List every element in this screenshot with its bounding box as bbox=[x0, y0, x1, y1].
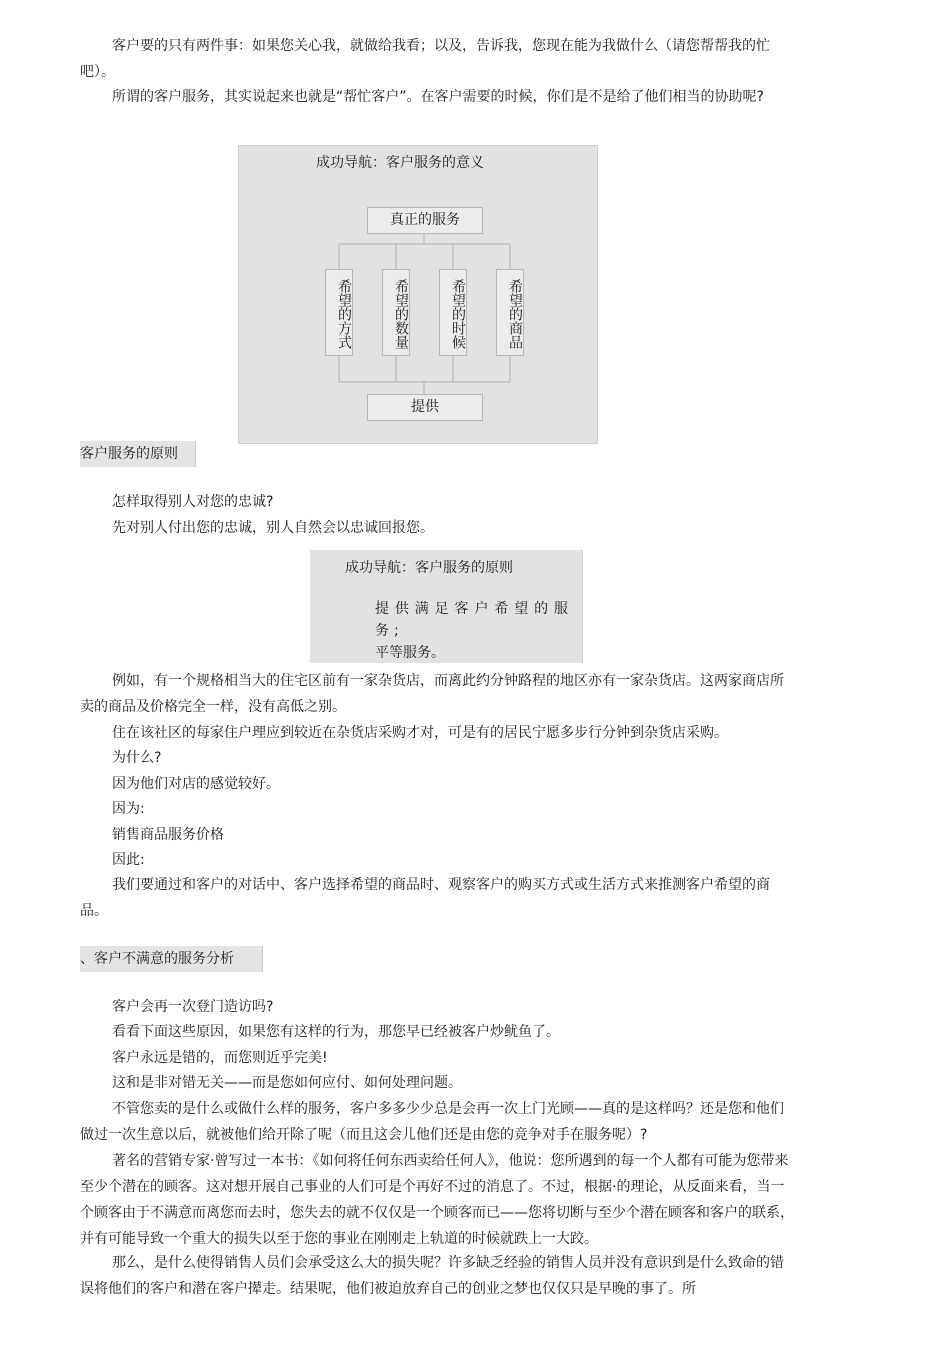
intro-paragraph-2 bbox=[80, 84, 796, 110]
analysis-line-1: 客户会再一次登门造访吗? bbox=[112, 999, 274, 1015]
analysis-paragraph-3-text: 那么，是什么使得销售人员们会承受这么大的损失呢？许多缺乏经验的销售人员并没有意识到是什么致命的错误将他们的客户和潜在客户撵走。结果呢，他们被迫放弃自己的创业之梦也仅仅只是早晚的事了。所 bbox=[80, 1255, 784, 1297]
section-heading-principles: 客户服务的原则 bbox=[80, 441, 196, 467]
example-line-because: 因为: bbox=[112, 801, 145, 817]
diagram2-body bbox=[375, 598, 573, 664]
intro-paragraph-1-text: 客户要的只有两件事：如果您关心我，就做给我看；以及，告诉我，您现在能为我做什么（请您帮帮我的忙吧）。 bbox=[80, 38, 770, 80]
intro-paragraph-1 bbox=[80, 33, 796, 85]
diagram1-title: 成功导航：客户服务的意义 bbox=[316, 155, 484, 171]
section-heading-dissatisfaction: 、客户不满意的服务分析 bbox=[80, 946, 263, 972]
provide-box: 提供 bbox=[367, 394, 483, 421]
example-line-factors: 销售商品服务价格 bbox=[112, 827, 224, 843]
example-paragraph-2: 住在该社区的每家住户理应到较近在杂货店采购才对，可是有的居民宁愿多步行分钟到杂货店采购。 bbox=[112, 725, 728, 741]
example-line-feeling: 因为他们对店的感觉较好。 bbox=[112, 776, 280, 792]
principle-line-1: 怎样取得别人对您的忠诚? bbox=[112, 494, 274, 510]
example-paragraph-1 bbox=[80, 668, 796, 720]
analysis-paragraph-1-text: 不管您卖的是什么或做什么样的服务，客户多多少少总是会再一次上门光顾——真的是这样吗？还是您和他们做过一次生意以后，就被他们给开除了呢（而且这会儿他们还是由您的竞争对手在服务呢）? bbox=[80, 1101, 784, 1143]
analysis-paragraph-3 bbox=[80, 1250, 796, 1302]
branch-desired-goods: 希望的商品 bbox=[496, 269, 524, 356]
branch-desired-time: 希望的时候 bbox=[439, 269, 467, 356]
diagram2-line-1: 提供满足客户希望的服务; bbox=[375, 601, 573, 639]
example-paragraph-1-text: 例如，有一个规格相当大的住宅区前有一家杂货店，而离此约分钟路程的地区亦有一家杂货店。这两家商店所卖的商品及价格完全一样，没有高低之别。 bbox=[80, 673, 784, 715]
analysis-line-3: 客户永远是错的，而您则近乎完美! bbox=[112, 1050, 328, 1066]
service-principles-box bbox=[310, 550, 583, 663]
example-line-why: 为什么? bbox=[112, 750, 162, 766]
diagram2-title: 成功导航：客户服务的原则 bbox=[345, 560, 513, 576]
principle-line-2: 先对别人付出您的忠诚，别人自然会以忠诚回报您。 bbox=[112, 520, 434, 536]
analysis-paragraph-2 bbox=[80, 1148, 796, 1252]
diagram2-line-2: 平等服务。 bbox=[375, 645, 445, 661]
service-meaning-diagram bbox=[238, 145, 598, 444]
analysis-paragraph-1 bbox=[80, 1096, 796, 1148]
analysis-line-4: 这和是非对错无关——而是您如何应付、如何处理问题。 bbox=[112, 1075, 462, 1091]
analysis-line-2: 看看下面这些原因，如果您有这样的行为，那您早已经被客户炒鱿鱼了。 bbox=[112, 1024, 560, 1040]
branch-desired-method: 希望的方式 bbox=[325, 269, 353, 356]
analysis-paragraph-2-text: 著名的营销专家·曾写过一本书：《如何将任何东西卖给任何人》，他说：您所遇到的每一个人都有可能为您带来至少个潜在的顾客。这对想开展自己事业的人们可是个再好不过的消息了。不过，根据·的理论，从反面来看，当一个顾客由于不满意而离您而去时，您失去的就不仅仅是一个顾客而已——您将切断与至少个潜在顾客和客户的联系，并有可能导致一个重大的损失以至于您的事业在刚刚走上轨道的时候就跌上一大跤。 bbox=[80, 1153, 794, 1247]
example-paragraph-3-text: 我们要通过和客户的对话中、客户选择希望的商品时、观察客户的购买方式或生活方式来推测客户希望的商品。 bbox=[80, 877, 770, 919]
example-line-therefore: 因此: bbox=[112, 852, 145, 868]
branch-desired-quantity: 希望的数量 bbox=[382, 269, 410, 356]
true-service-box: 真正的服务 bbox=[367, 207, 483, 234]
example-paragraph-3 bbox=[80, 872, 796, 924]
intro-paragraph-2-text: 所谓的客户服务，其实说起来也就是“帮忙客户”。在客户需要的时候，你们是不是给了他们相当的协助呢? bbox=[112, 89, 764, 105]
